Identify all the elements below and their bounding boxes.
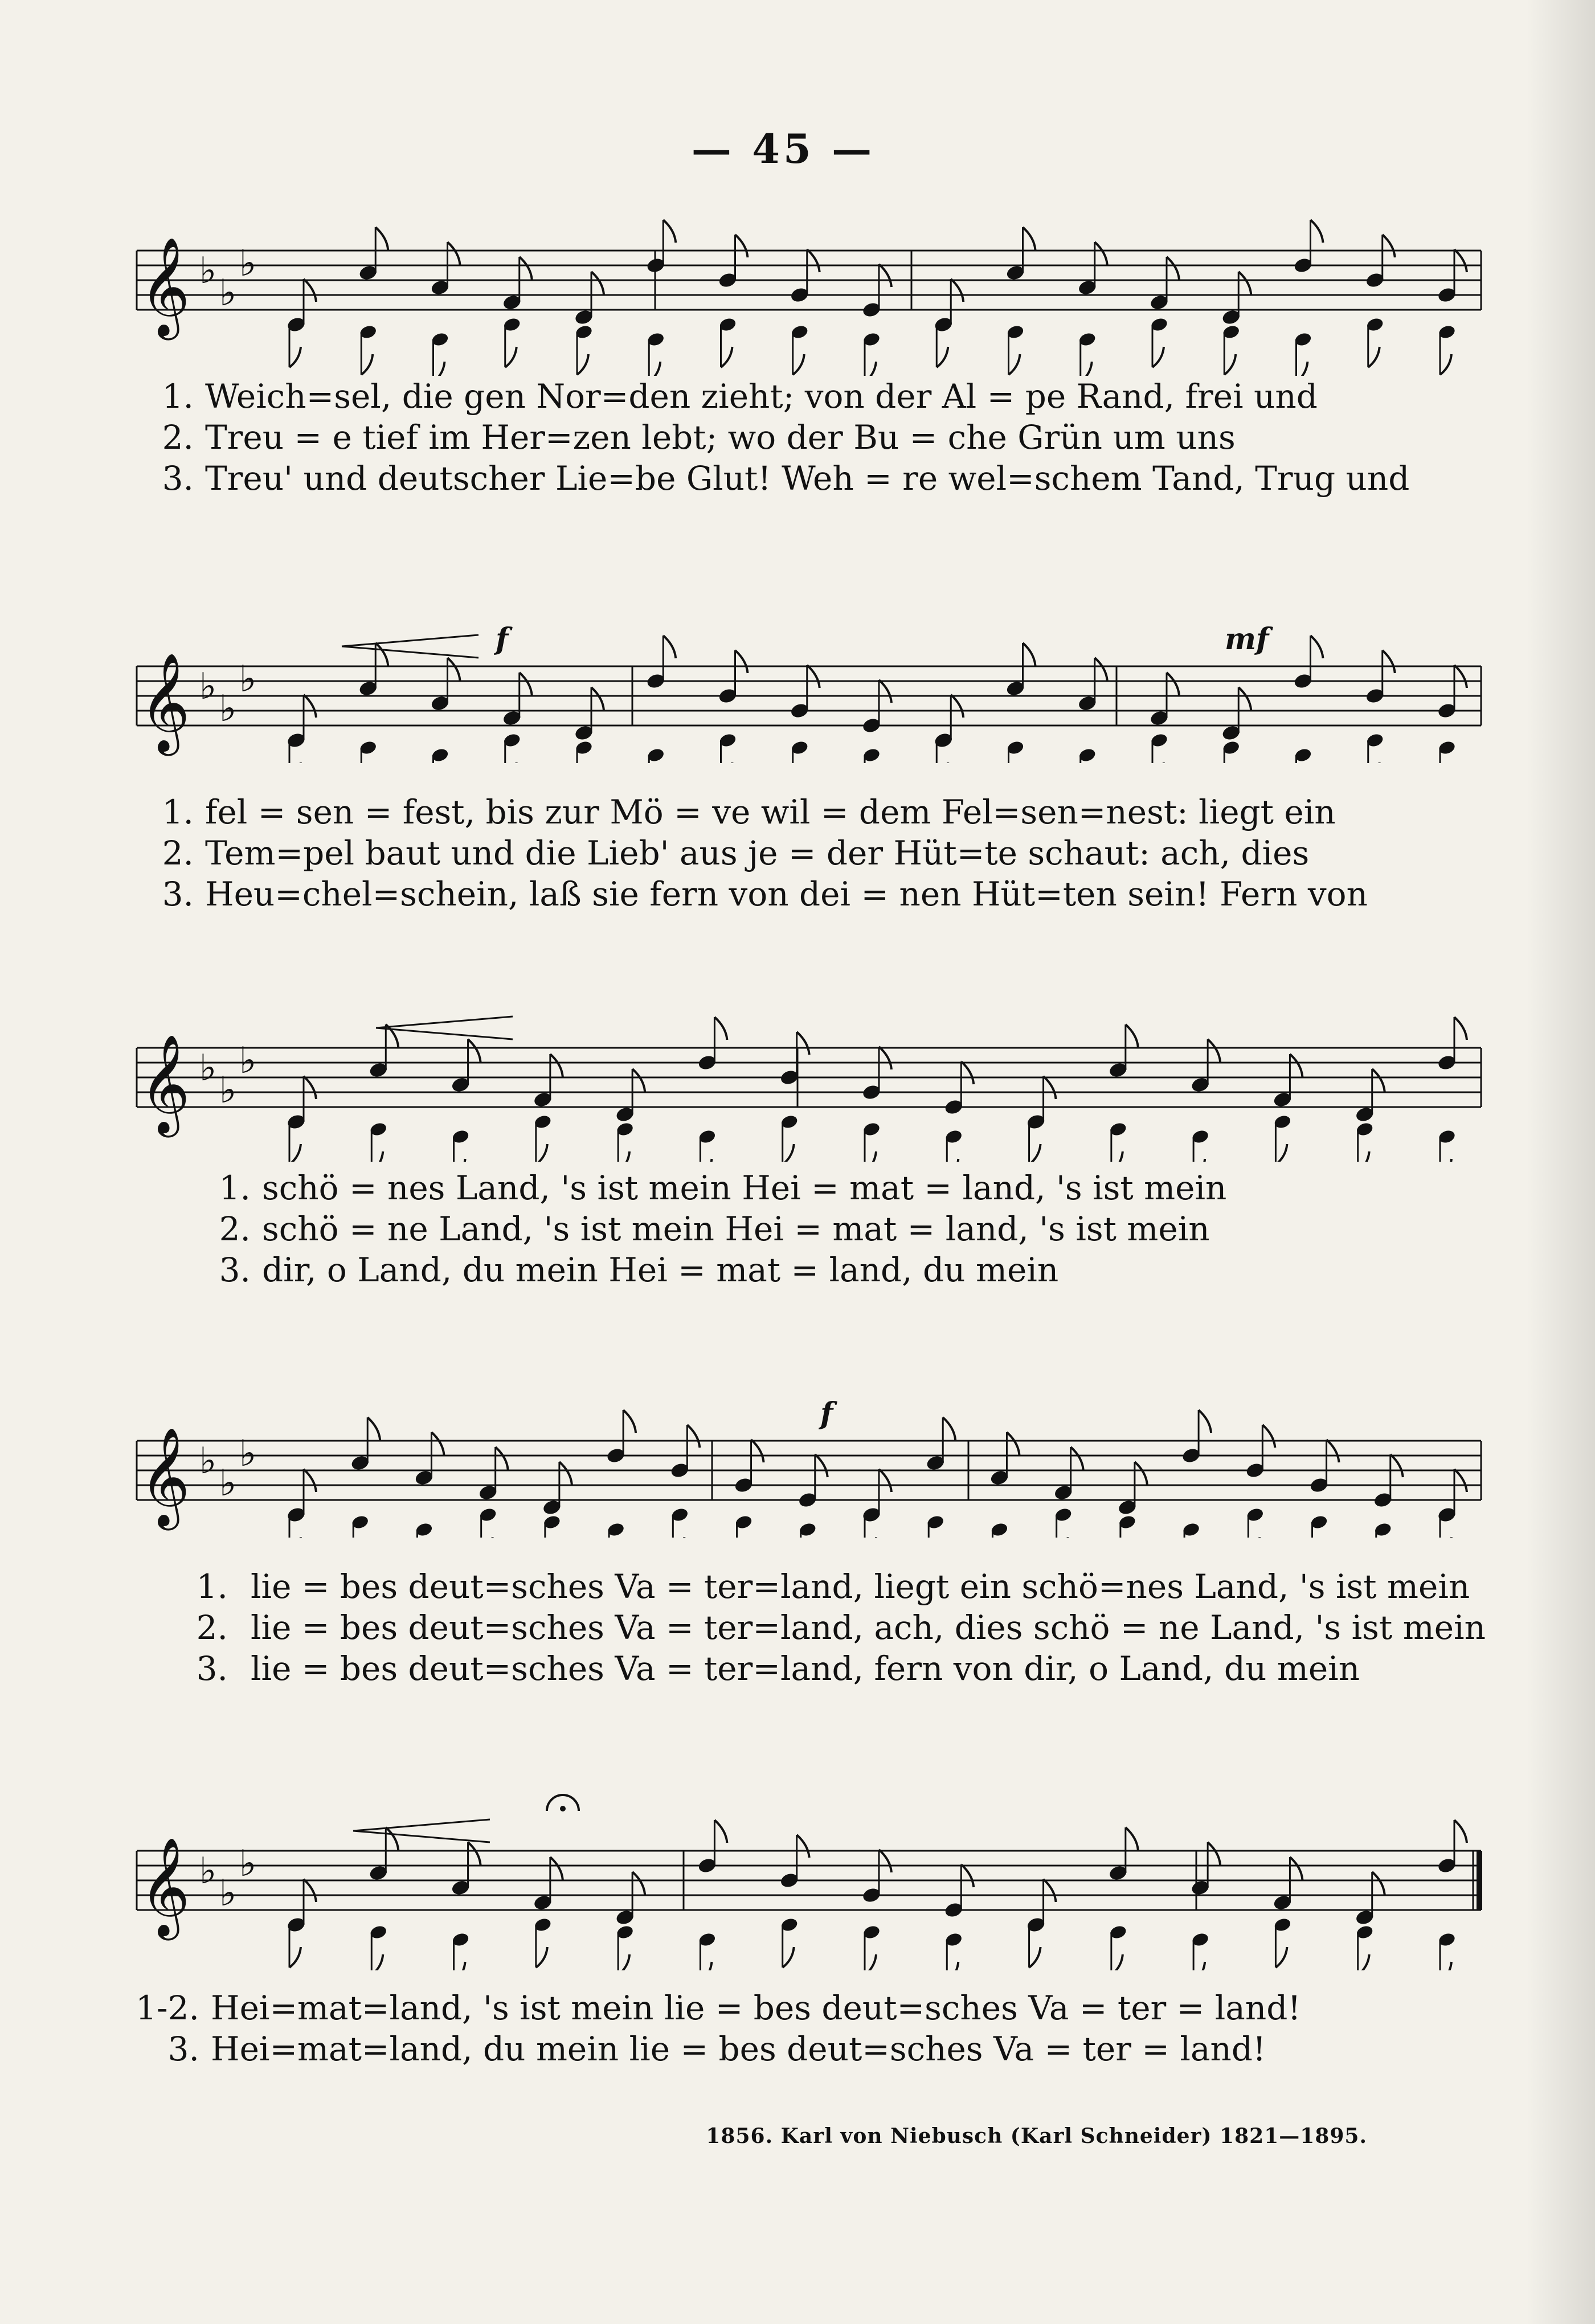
- verse-number: 1-2.: [136, 1989, 199, 2027]
- crescendo-hairpin: [342, 635, 478, 658]
- note-flag: [1311, 220, 1323, 243]
- note-flag: [879, 1469, 891, 1492]
- music-system-5: [114, 1765, 1515, 2084]
- verse-number: 1.: [196, 1567, 228, 1606]
- note-flag: [673, 1537, 684, 1538]
- treble-clef-icon: 𝄞: [140, 1427, 190, 1526]
- verse-number: 2.: [162, 834, 194, 872]
- verse-number: 3.: [219, 1251, 251, 1289]
- note-flag: [714, 1017, 727, 1040]
- note-flag: [591, 687, 604, 710]
- lyric-line: [114, 1607, 1515, 1648]
- note-flag: [1208, 1842, 1220, 1865]
- dynamic-marking: f: [496, 622, 509, 657]
- note-flag: [1009, 354, 1020, 375]
- note-flag: [1262, 1425, 1275, 1448]
- note-flag: [783, 1144, 794, 1162]
- note-flag: [468, 1842, 481, 1865]
- note-flag: [448, 658, 460, 681]
- note-flag: [632, 1872, 645, 1895]
- crescendo-hairpin: [353, 1819, 490, 1842]
- note-flag: [1224, 354, 1236, 375]
- verse-number: 3.: [196, 1649, 228, 1688]
- lyric-line: [114, 458, 1515, 499]
- note-flag: [481, 1537, 493, 1538]
- note-flag: [468, 1039, 481, 1062]
- note-flag: [1290, 1857, 1302, 1880]
- note-flag: [1358, 1954, 1369, 1970]
- note-flag: [304, 1076, 316, 1099]
- note-flag: [1193, 1159, 1205, 1162]
- lyric-text: Tem=pel baut und die Lieb' aus je = der Hüt=te schaut: ach, dies: [205, 834, 1310, 872]
- note-flag: [375, 643, 388, 666]
- lyric-text: dir, o Land, du mein Hei = mat = land, du mein: [262, 1251, 1059, 1289]
- note-flag: [1167, 257, 1179, 280]
- lyric-line: [114, 792, 1515, 833]
- lyric-text: Hei=mat=land, 's ist mein lie = bes deut=sches Va = ter = land!: [211, 1989, 1301, 2027]
- verse-number: 3.: [162, 459, 194, 498]
- note-flag: [520, 257, 532, 280]
- note-flag: [1383, 650, 1395, 673]
- note-flag: [1275, 1947, 1287, 1968]
- note-flag: [386, 1827, 398, 1850]
- flat-sign-icon: ♭: [199, 250, 217, 292]
- page-edge-shadow: [1527, 0, 1595, 2324]
- lyric-text: Treu = e tief im Her=zen lebt; wo der Bu = che Grün um uns: [205, 418, 1236, 457]
- note-flag: [1358, 1151, 1369, 1162]
- note-flag: [1193, 1962, 1205, 1970]
- note-flag: [1383, 235, 1395, 257]
- note-flag: [735, 650, 748, 673]
- note-flag: [865, 1151, 876, 1162]
- note-flag: [454, 1159, 465, 1162]
- lyric-line: [114, 1167, 1515, 1208]
- note-flag: [1095, 658, 1107, 681]
- note-flag: [879, 1850, 891, 1872]
- note-flag: [454, 1962, 465, 1970]
- flat-sign-icon: ♭: [199, 1850, 217, 1892]
- note-flag: [947, 1159, 958, 1162]
- note-flag: [1372, 1872, 1385, 1895]
- note-flag: [1311, 636, 1323, 658]
- note-flag: [577, 354, 588, 375]
- note-flag: [865, 1954, 876, 1970]
- lyric-text: Hei=mat=land, du mein lie = bes deut=sches Va = ter = land!: [211, 2030, 1266, 2068]
- composer-credit: 1856. Karl von Niebusch (Karl Schneider) 1821—1895.: [706, 2124, 1367, 2148]
- flat-sign-icon: ♭: [219, 1462, 237, 1505]
- verse-number: 1.: [219, 1169, 251, 1207]
- note-flag: [623, 1410, 636, 1433]
- flat-sign-icon: ♭: [239, 1433, 257, 1475]
- page-number: — 45 —: [691, 125, 876, 173]
- note-flag: [520, 673, 532, 695]
- note-flag: [815, 1454, 828, 1477]
- note-flag: [386, 1024, 398, 1047]
- note-flag: [550, 1054, 563, 1077]
- note-flag: [936, 347, 948, 367]
- flat-sign-icon: ♭: [199, 666, 217, 708]
- note-flag: [1454, 1820, 1467, 1843]
- lyric-text: fel = sen = fest, bis zur Mö = ve wil = dem Fel=sen=nest: liegt ein: [205, 793, 1336, 831]
- note-flag: [618, 1151, 629, 1162]
- lyric-line: [114, 2028, 1515, 2069]
- final-barline-thick: [1477, 1851, 1482, 1910]
- treble-clef-icon: 𝄞: [140, 653, 190, 752]
- lyrics-block-2: [114, 792, 1515, 915]
- note-flag: [700, 1962, 711, 1970]
- note-flag: [367, 1417, 380, 1440]
- note-flag: [1081, 362, 1092, 376]
- note-flag: [550, 1857, 563, 1880]
- note-flag: [1454, 665, 1467, 688]
- note-flag: [1327, 1440, 1339, 1462]
- note-flag: [304, 279, 316, 302]
- staff-4: [114, 1378, 1515, 1538]
- note-flag: [1238, 272, 1251, 294]
- verse-number: 1.: [162, 793, 194, 831]
- staff-5: [114, 1765, 1515, 1970]
- note-flag: [1208, 1039, 1220, 1062]
- note-flag: [751, 1440, 764, 1462]
- note-flag: [1454, 1469, 1467, 1492]
- note-flag: [1454, 1017, 1467, 1040]
- verse-number: 3.: [167, 2030, 199, 2068]
- lyric-line: [114, 1249, 1515, 1290]
- staff-3: [114, 1002, 1515, 1162]
- note-flag: [1029, 1144, 1041, 1162]
- note-flag: [951, 279, 963, 302]
- note-flag: [793, 354, 804, 375]
- note-flag: [943, 1417, 955, 1440]
- crescendo-hairpin: [376, 1017, 513, 1039]
- note-flag: [1126, 1827, 1138, 1850]
- lyric-line: [114, 417, 1515, 458]
- note-flag: [879, 1047, 891, 1069]
- note-flag: [807, 249, 820, 272]
- note-flag: [687, 1425, 700, 1448]
- lyrics-block-3: [114, 1167, 1515, 1290]
- music-system-3: [114, 1002, 1515, 1321]
- verse-number: 2.: [196, 1608, 228, 1647]
- note-flag: [721, 347, 733, 367]
- note-flag: [1044, 1076, 1056, 1099]
- flat-sign-icon: ♭: [239, 1843, 257, 1885]
- lyric-text: Heu=chel=schein, laß sie fern von dei = nen Hüt=ten sein! Fern von: [205, 875, 1368, 913]
- note-flag: [947, 1962, 958, 1970]
- lyrics-block-4: [114, 1566, 1515, 1689]
- note-flag: [1368, 347, 1380, 367]
- lyric-text: lie = bes deut=sches Va = ter=land, fern von dir, o Land, du mein: [251, 1649, 1360, 1688]
- verse-number: 2.: [162, 418, 194, 457]
- note-flag: [433, 362, 445, 376]
- note-flag: [591, 272, 604, 294]
- note-flag: [304, 695, 316, 718]
- lyric-line: [114, 1566, 1515, 1607]
- note-flag: [1440, 354, 1451, 375]
- note-flag: [797, 1032, 809, 1055]
- note-flag: [1290, 1054, 1302, 1077]
- note-flag: [1454, 249, 1467, 272]
- staff-2: [114, 604, 1515, 763]
- note-flag: [289, 1947, 301, 1968]
- note-flag: [371, 1954, 383, 1970]
- note-flag: [1135, 1462, 1147, 1485]
- note-flag: [289, 1144, 301, 1162]
- verse-number: 2.: [219, 1210, 251, 1248]
- note-flag: [1126, 1024, 1138, 1047]
- note-flag: [1275, 1144, 1287, 1162]
- flat-sign-icon: ♭: [239, 1040, 257, 1082]
- music-system-1: [114, 216, 1515, 535]
- note-flag: [289, 347, 301, 367]
- lyric-text: Treu' und deutscher Lie=be Glut! Weh = re wel=schem Tand, Trug und: [205, 459, 1410, 498]
- note-flag: [1071, 1447, 1083, 1470]
- note-flag: [536, 1947, 547, 1968]
- flat-sign-icon: ♭: [219, 1872, 237, 1915]
- lyric-line: [114, 1648, 1515, 1689]
- verse-number: 3.: [162, 875, 194, 913]
- note-flag: [807, 665, 820, 688]
- note-flag: [304, 1879, 316, 1902]
- note-flag: [1057, 1537, 1068, 1538]
- note-flag: [304, 1469, 316, 1492]
- note-flag: [961, 1864, 974, 1887]
- verse-number: 1.: [162, 377, 194, 416]
- flat-sign-icon: ♭: [239, 243, 257, 285]
- flat-sign-icon: ♭: [199, 1047, 217, 1089]
- note-flag: [865, 362, 876, 376]
- lyrics-block-5: [114, 1987, 1515, 2069]
- lyric-line: [114, 833, 1515, 874]
- note-flag: [1111, 1954, 1123, 1970]
- note-flag: [559, 1462, 572, 1485]
- note-flag: [1044, 1879, 1056, 1902]
- note-flag: [783, 1947, 794, 1968]
- note-flag: [371, 1151, 383, 1162]
- note-flag: [1440, 1159, 1451, 1162]
- flat-sign-icon: ♭: [199, 1440, 217, 1482]
- note-flag: [536, 1144, 547, 1162]
- treble-clef-icon: 𝄞: [140, 237, 190, 336]
- note-flag: [375, 227, 388, 250]
- dynamic-marking: mf: [1225, 622, 1269, 657]
- lyrics-block-1: [114, 376, 1515, 499]
- music-system-2: [114, 604, 1515, 923]
- note-flag: [649, 362, 660, 376]
- note-flag: [1007, 1432, 1019, 1455]
- note-flag: [961, 1061, 974, 1084]
- flat-sign-icon: ♭: [239, 658, 257, 700]
- lyric-line: [114, 1208, 1515, 1249]
- music-system-4: [114, 1378, 1515, 1697]
- note-flag: [496, 1447, 508, 1470]
- note-flag: [797, 1835, 809, 1858]
- flat-sign-icon: ♭: [219, 1069, 237, 1112]
- lyric-text: schö = ne Land, 's ist mein Hei = mat = land, 's ist mein: [262, 1210, 1210, 1248]
- note-flag: [505, 347, 517, 367]
- note-flag: [618, 1954, 629, 1970]
- lyric-text: lie = bes deut=sches Va = ter=land, ach, dies schö = ne Land, 's ist mein: [251, 1608, 1486, 1647]
- note-flag: [951, 695, 963, 718]
- lyric-text: schö = nes Land, 's ist mein Hei = mat = land, 's ist mein: [262, 1169, 1227, 1207]
- fermata-dot: [560, 1806, 566, 1811]
- note-flag: [879, 680, 891, 703]
- flat-sign-icon: ♭: [219, 688, 237, 730]
- note-flag: [1390, 1454, 1403, 1477]
- note-flag: [1095, 242, 1107, 265]
- note-flag: [448, 242, 460, 265]
- note-flag: [700, 1159, 711, 1162]
- note-flag: [735, 235, 748, 257]
- note-flag: [1152, 347, 1164, 367]
- flat-sign-icon: ♭: [219, 272, 237, 314]
- note-flag: [1199, 1410, 1211, 1433]
- lyric-line: [114, 376, 1515, 417]
- note-flag: [1238, 687, 1251, 710]
- lyric-text: Weich=sel, die gen Nor=den zieht; von der Al = pe Rand, frei und: [205, 377, 1318, 416]
- lyric-line: [114, 1987, 1515, 2028]
- staff-1: [114, 216, 1515, 376]
- note-flag: [431, 1432, 444, 1455]
- note-flag: [1167, 673, 1179, 695]
- note-flag: [361, 354, 373, 375]
- lyric-text: lie = bes deut=sches Va = ter=land, liegt ein schö=nes Land, 's ist mein: [251, 1567, 1470, 1606]
- lyric-line: [114, 874, 1515, 915]
- note-flag: [1023, 227, 1036, 250]
- dynamic-marking: f: [820, 1396, 833, 1431]
- note-flag: [1111, 1151, 1123, 1162]
- note-flag: [1440, 1537, 1451, 1538]
- note-flag: [714, 1820, 727, 1843]
- treble-clef-icon: 𝄞: [140, 1034, 190, 1133]
- note-flag: [1023, 643, 1036, 666]
- note-flag: [289, 1537, 301, 1538]
- note-flag: [1372, 1069, 1385, 1092]
- note-flag: [1297, 362, 1308, 376]
- note-flag: [1029, 1947, 1041, 1968]
- note-flag: [1440, 1962, 1451, 1970]
- note-flag: [632, 1069, 645, 1092]
- note-flag: [663, 636, 676, 658]
- note-flag: [879, 264, 891, 287]
- note-flag: [1248, 1537, 1259, 1538]
- note-flag: [865, 1537, 876, 1538]
- note-flag: [663, 220, 676, 243]
- treble-clef-icon: 𝄞: [140, 1837, 190, 1936]
